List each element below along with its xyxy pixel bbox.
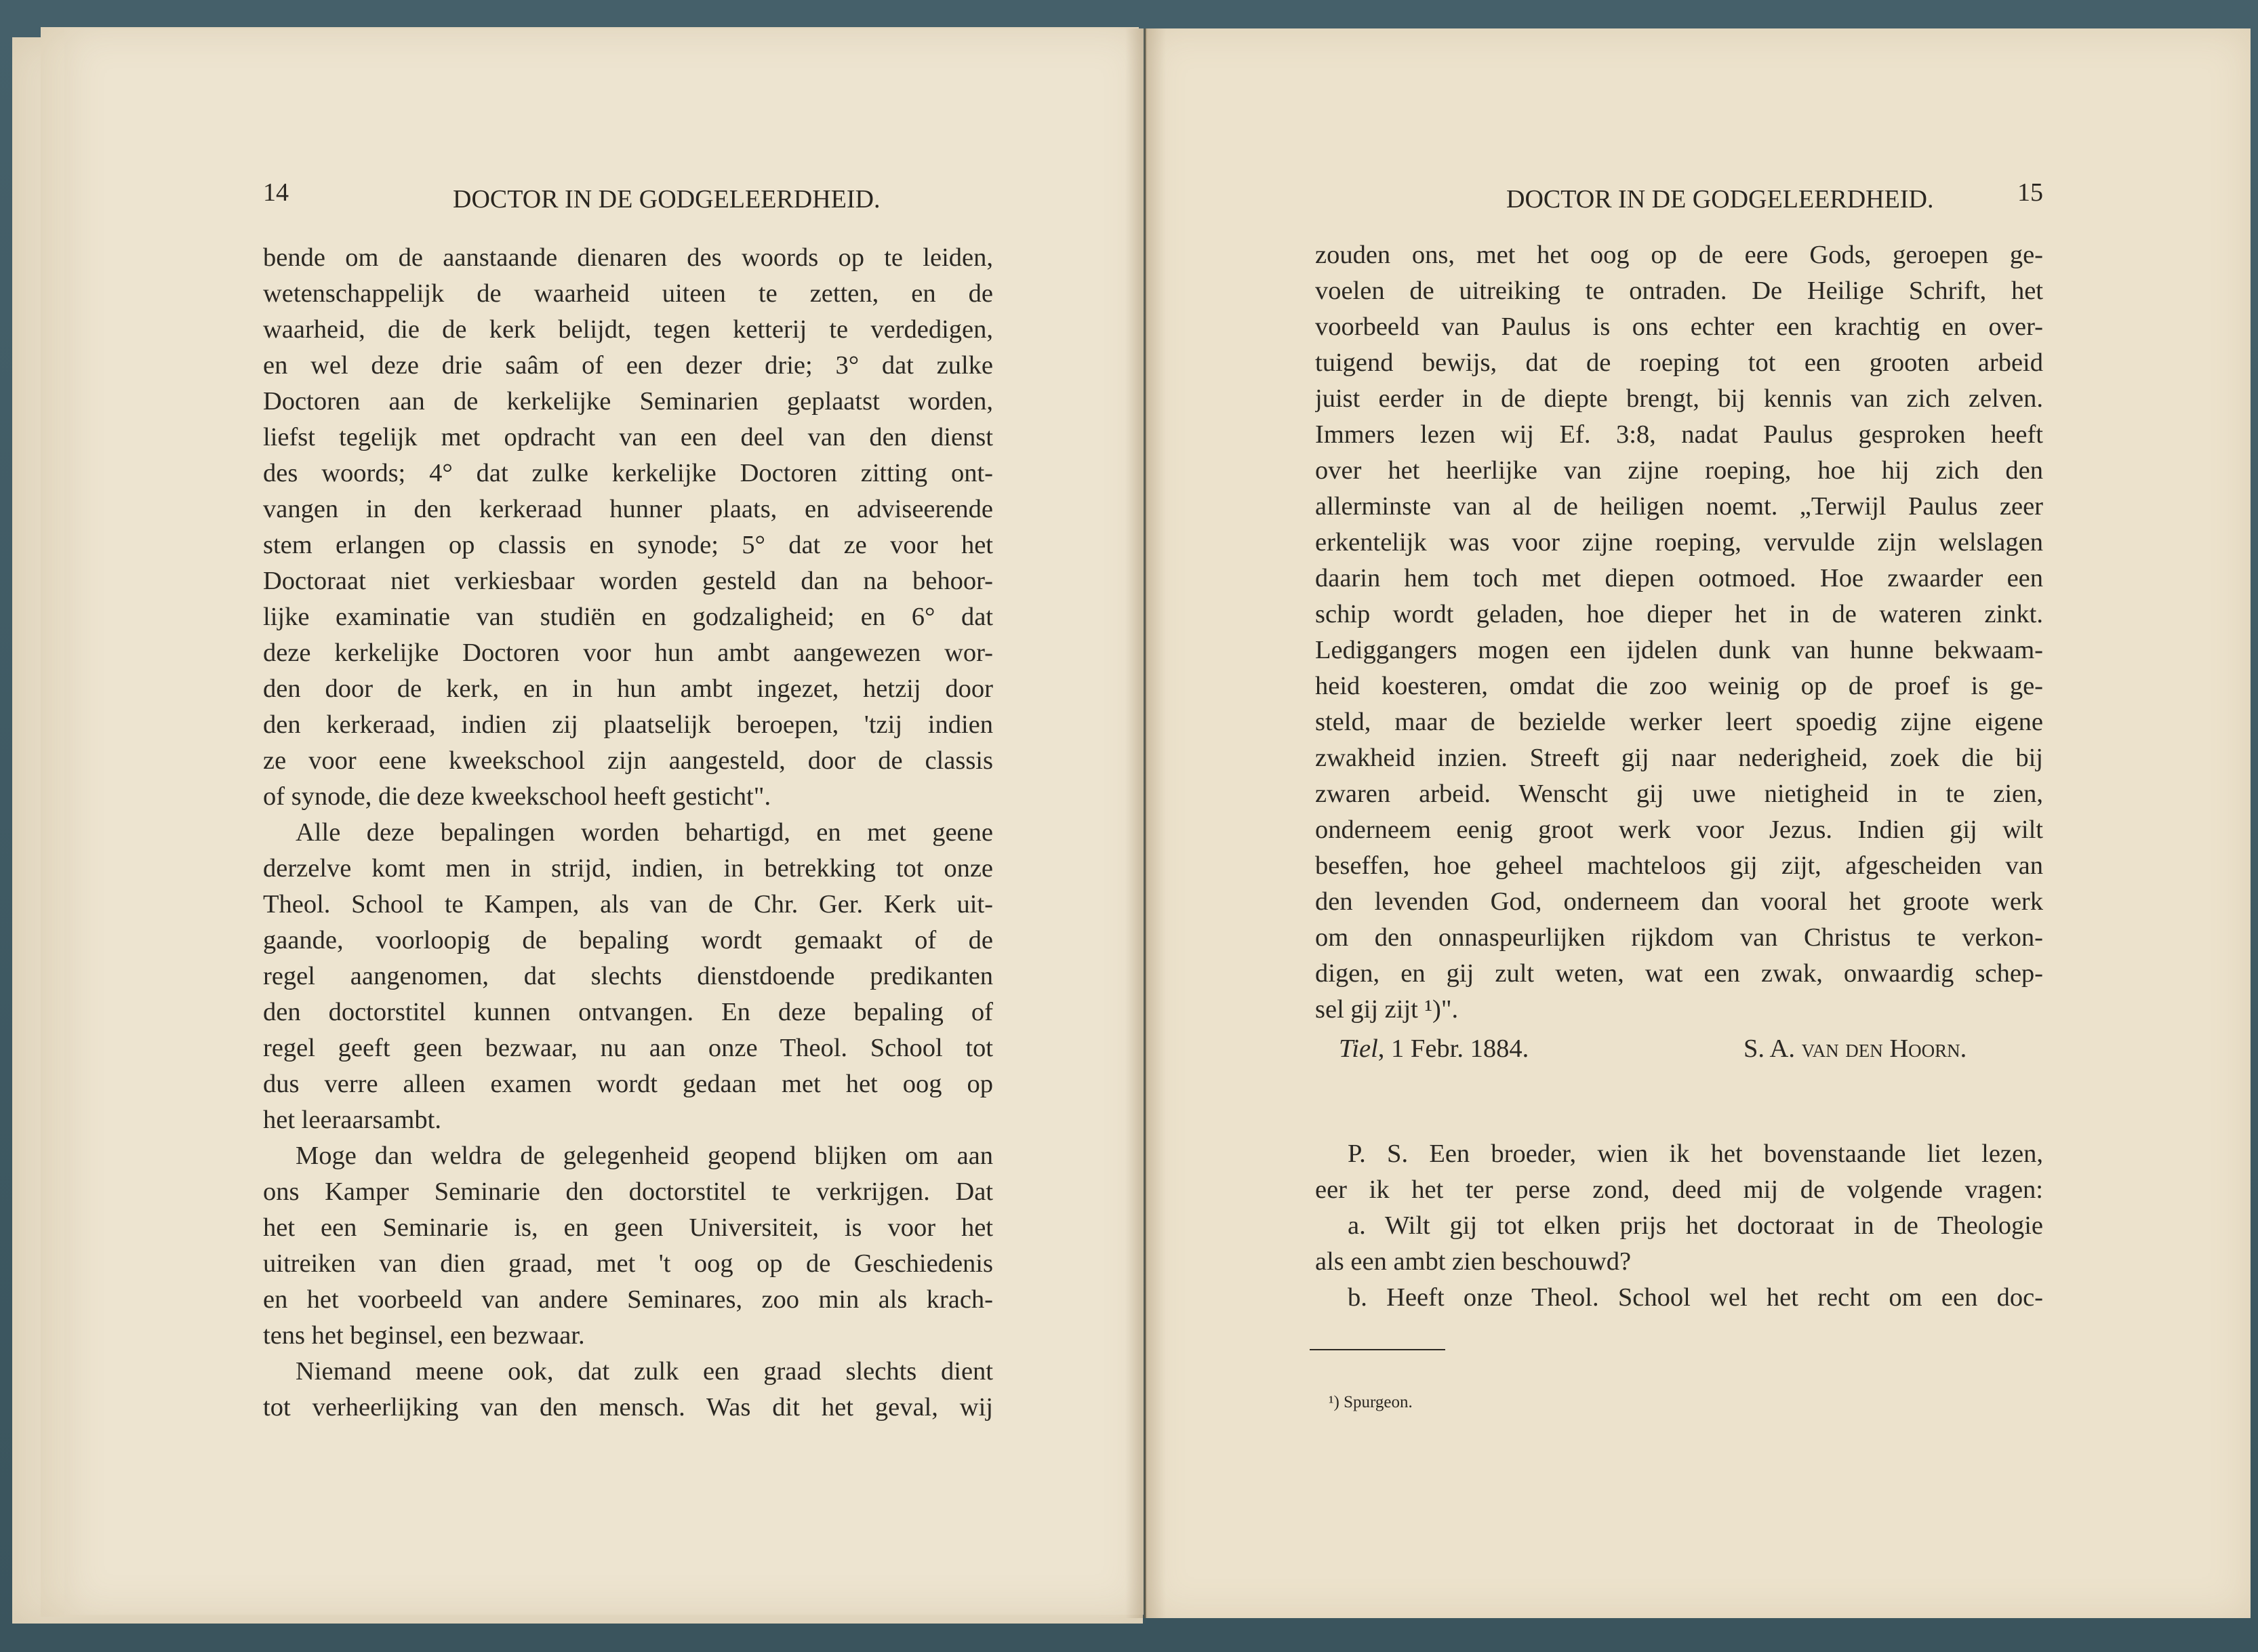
signature-initials: S. A. [1743,1034,1802,1063]
text-line: bende om de aanstaande dienaren des woords op te leiden, [263,243,993,272]
text-line: zwakheid inzien. Streeft gij naar nederigheid, zoek die bij [1315,744,2043,772]
text-line: ons Kamper Seminarie den doctorstitel te verkrijgen. Dat [263,1177,993,1206]
text-line: gaande, voorloopig de bepaling wordt gemaakt of de [263,926,993,954]
text-line: sel gij zijt ¹)". [1315,995,1459,1024]
signature-name [1743,1034,1967,1064]
text-line: des woords; 4° dat zulke kerkelijke Doctoren zitting ont- [263,459,993,487]
footnote: ¹) Spurgeon. [1329,1393,1413,1411]
text-line: den kerkeraad, indien zij plaatselijk beroepen, 'tzij indien [263,710,993,739]
text-line: lijke examinatie van studiën en godzaligheid; en 6° dat [263,603,993,631]
text-line: tot verheerlijking van den mensch. Was dit het geval, wij [263,1393,993,1422]
text-line: onderneem eenig groot werk voor Jezus. Indien gij wilt [1315,815,2043,844]
left-body-text [263,240,993,1426]
text-line: tens het beginsel, een bezwaar. [263,1321,585,1350]
text-line: zwaren arbeid. Wenscht gij uwe nietigheid in te zien, [1315,780,2043,808]
text-line: Lediggangers mogen een ijdelen dunk van hunne bekwaam- [1315,636,2043,664]
text-line: Alle deze bepalingen worden behartigd, en met geene [296,818,993,847]
text-line: uitreiken van dien graad, met 't oog op de Geschiedenis [263,1249,993,1278]
text-line: of synode, die deze kweekschool heeft gesticht". [263,782,771,811]
text-line: derzelve komt men in strijd, indien, in betrekking tot onze [263,854,993,883]
page-edge-line [1144,28,1146,1618]
text-line: den doctorstitel kunnen ontvangen. En deze bepaling of [263,998,993,1026]
text-line: ze voor eene kweekschool zijn aangesteld, door de classis [263,746,993,775]
text-line: tuigend bewijs, dat de roeping tot een grooten arbeid [1315,348,2043,377]
text-line: als een ambt zien beschouwd? [1315,1247,1632,1276]
footnote-rule [1310,1349,1445,1350]
text-line: den door de kerk, en in hun ambt ingezet, hetzij door [263,674,993,703]
text-line: stem erlangen op classis en synode; 5° dat ze voor het [263,531,993,559]
postscript-text [1315,1136,2043,1316]
text-line: vangen in den kerkeraad hunner plaats, en adviseerende [263,495,993,523]
text-line: steld, maar de bezielde werker leert spoedig zijne eigene [1315,708,2043,736]
text-line: digen, en gij zult weten, wat een zwak, onwaardig schep- [1315,959,2043,988]
text-line: regel geeft geen bezwaar, nu aan onze Theol. School tot [263,1034,993,1062]
text-line: wetenschappelijk de waarheid uiteen te zetten, en de [263,279,993,308]
text-line: deze kerkelijke Doctoren voor hun ambt aangewezen wor- [263,639,993,667]
text-line: schip wordt geladen, hoe dieper het in de wateren zinkt. [1315,600,2043,628]
right-page-number: 15 [2017,178,2043,207]
text-line: allerminste van al de heiligen noemt. „Terwijl Paulus zeer [1315,492,2043,521]
text-line: juist eerder in de diepte brengt, bij kennis van zich zelven. [1315,384,2043,413]
text-line: heid koesteren, omdat die zoo weinig op de proef is ge- [1315,672,2043,700]
text-line: regel aangenomen, dat slechts dienstdoende predikanten [263,962,993,990]
signature-date: , 1 Febr. 1884. [1377,1034,1529,1063]
text-line: Doctoren aan de kerkelijke Seminarien geplaatst worden, [263,387,993,416]
text-line: liefst tegelijk met opdracht van een deel van den dienst [263,423,993,451]
text-line: over het heerlijke van zijne roeping, hoe hij zich den [1315,456,2043,485]
text-line: P. S. Een broeder, wien ik het bovenstaande liet lezen, [1348,1140,2043,1168]
text-line: erkentelijk was voor zijne roeping, vervulde zijn welslagen [1315,528,2043,557]
text-line: Immers lezen wij Ef. 3:8, nadat Paulus gesproken heeft [1315,420,2043,449]
text-line: waarheid, die de kerk belijdt, tegen ketterij te verdedigen, [263,315,993,344]
right-running-head: DOCTOR IN DE GODGELEERDHEID. [1506,185,1934,214]
text-line: zouden ons, met het oog op de eere Gods, geroepen ge- [1315,241,2043,269]
signature-surname: van den Hoorn. [1801,1034,1967,1063]
text-line: daarin hem toch met diepen ootmoed. Hoe zwaarder een [1315,564,2043,592]
text-line: Niemand meene ook, dat zulk een graad slechts dient [296,1357,993,1386]
text-line: beseffen, hoe geheel machteloos gij zijt, afgescheiden van [1315,851,2043,880]
text-line: Moge dan weldra de gelegenheid geopend blijken om aan [296,1142,993,1170]
text-line: dus verre alleen examen wordt gedaan met het oog op [263,1070,993,1098]
signature-place: Tiel [1339,1034,1378,1063]
signature-place-date [1339,1034,1529,1064]
text-line: a. Wilt gij tot elken prijs het doctoraat in de Theologie [1348,1211,2043,1240]
text-line: Doctoraat niet verkiesbaar worden gesteld dan na behoor- [263,567,993,595]
text-line: en het voorbeeld van andere Seminares, zoo min als krach- [263,1285,993,1314]
text-line: b. Heeft onze Theol. School wel het recht om een doc- [1348,1283,2043,1312]
left-running-head: DOCTOR IN DE GODGELEERDHEID. [453,185,881,214]
left-page-number: 14 [263,178,289,207]
text-line: het leeraarsambt. [263,1106,441,1134]
text-line: het een Seminarie is, en geen Universiteit, is voor het [263,1213,993,1242]
text-line: voorbeeld van Paulus is ons echter een krachtig en over- [1315,313,2043,341]
text-line: den levenden God, onderneem dan vooral het groote werk [1315,887,2043,916]
text-line: voelen de uitreiking te ontraden. De Heilige Schrift, het [1315,277,2043,305]
text-line: Theol. School te Kampen, als van de Chr. Ger. Kerk uit- [263,890,993,919]
text-line: eer ik het ter perse zond, deed mij de volgende vragen: [1315,1175,2043,1204]
right-body-text [1315,237,2043,1028]
text-line: en wel deze drie saâm of een dezer drie; 3° dat zulke [263,351,993,380]
text-line: om den onnaspeurlijken rijkdom van Christus te verkon- [1315,923,2043,952]
